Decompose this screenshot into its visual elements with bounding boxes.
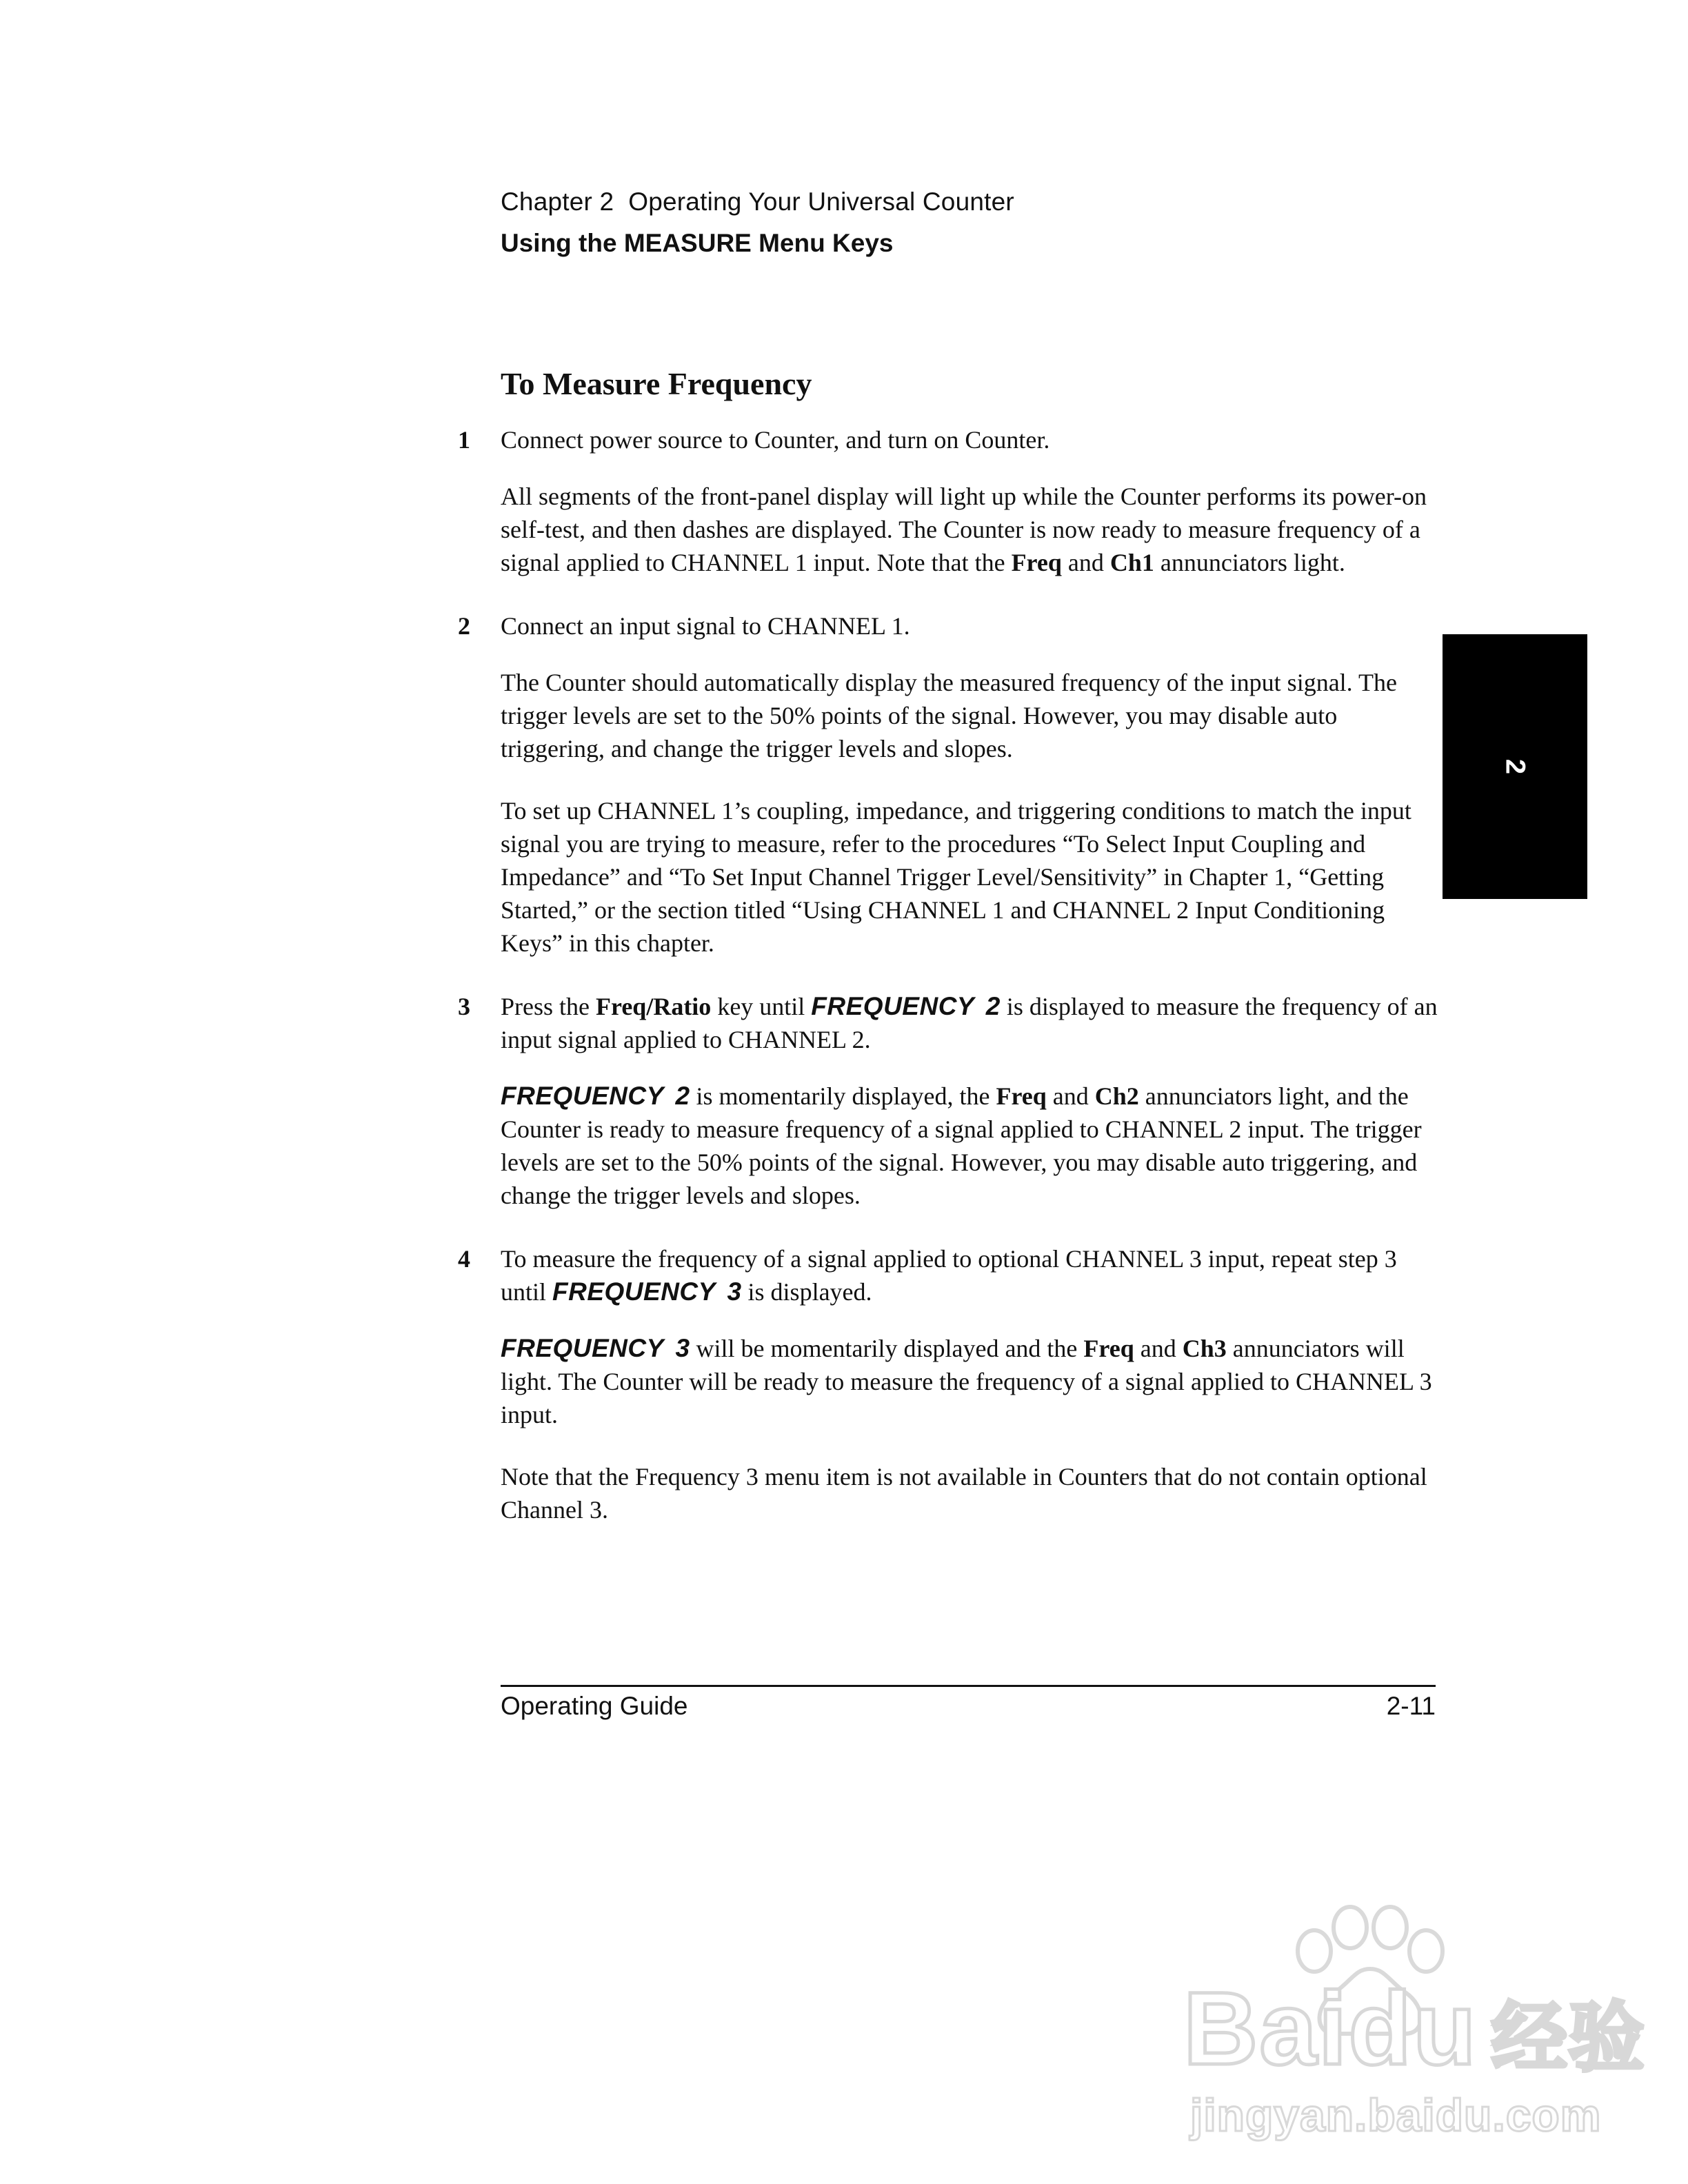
running-header-section: Using the MEASURE Menu Keys bbox=[501, 229, 894, 257]
footer-divider bbox=[501, 1685, 1436, 1687]
step-number: 2 bbox=[458, 612, 470, 640]
step-1-detail: All segments of the front-panel display will light up while the Counter performs its power-on self-test, and then dashes are displayed. The Counter is now ready to measure frequency of a signal applied to CHANNEL 1 input. Note that the Freq and Ch1 annunciators light. bbox=[501, 483, 1427, 576]
display-text: FREQUENCY 3 bbox=[501, 1334, 690, 1362]
step-2-detail-2: To set up CHANNEL 1’s coupling, impedance, and triggering conditions to match the input signal you are trying to measure, refer to the procedures “To Select Input Coupling and Impedance” and “To Set Input Channel Trigger Level/Sensitivity” in Chapter 1, “Getting Started,” or the section titled “Using CHANNEL 1 and CHANNEL 2 Input Conditioning Keys” in this chapter. bbox=[501, 797, 1411, 957]
step-instruction: Connect power source to Counter, and turn on Counter. bbox=[501, 426, 1050, 454]
chapter-tab-label: 2 bbox=[1500, 758, 1531, 775]
ch1-key-ref: Ch1 bbox=[1109, 549, 1154, 576]
freq-key-ref: Freq bbox=[1011, 549, 1062, 576]
ch3-key-ref: Ch3 bbox=[1182, 1335, 1227, 1362]
baidu-jingyan-watermark bbox=[1183, 1903, 1646, 2165]
page-number: 2-11 bbox=[1386, 1692, 1436, 1720]
step-instruction: To measure the frequency of a signal applied to optional CHANNEL 3 input, repeat step 3 until FREQUENCY 3 is displayed. bbox=[501, 1245, 1397, 1306]
step-number: 4 bbox=[458, 1245, 470, 1273]
ch2-key-ref: Ch2 bbox=[1094, 1082, 1139, 1110]
step-instruction: Connect an input signal to CHANNEL 1. bbox=[501, 612, 910, 640]
chapter-tab bbox=[1443, 634, 1587, 899]
footer-guide-name: Operating Guide bbox=[501, 1692, 688, 1720]
freq-ratio-key-ref: Freq/Ratio bbox=[596, 993, 712, 1020]
running-header-chapter: Chapter 2 Operating Your Universal Counter bbox=[501, 188, 1014, 216]
page-content bbox=[458, 365, 1440, 1526]
step-number: 3 bbox=[458, 993, 470, 1020]
watermark-brand: Baidu 经验 bbox=[1183, 1970, 1646, 2086]
step-3-detail: FREQUENCY 2 is momentarily displayed, the Freq and Ch2 annunciators light, and the Counter is ready to measure frequency of a signal applied to CHANNEL 2 input. The trigger levels are set to the 50% points of the signal. However, you may disable auto triggering, and change the trigger levels and slopes. bbox=[501, 1082, 1422, 1209]
display-text: FREQUENCY 3 bbox=[552, 1277, 742, 1306]
step-4-detail: FREQUENCY 3 will be momentarily displayed and the Freq and Ch3 annunciators will light. The Counter will be ready to measure the frequency of a signal applied to CHANNEL 3 input. bbox=[501, 1334, 1432, 1428]
freq-key-ref: Freq bbox=[1083, 1335, 1134, 1362]
step-number: 1 bbox=[458, 426, 470, 454]
freq-key-ref: Freq bbox=[996, 1082, 1047, 1110]
step-4 bbox=[458, 1242, 1440, 1308]
page-title: To Measure Frequency bbox=[501, 366, 812, 401]
step-4-detail-2: Note that the Frequency 3 menu item is not available in Counters that do not contain optional Channel 3. bbox=[501, 1463, 1427, 1524]
step-1 bbox=[458, 423, 1440, 456]
step-instruction: Press the Freq/Ratio key until FREQUENCY 2 is displayed to measure the frequency of an input signal applied to CHANNEL 2. bbox=[501, 992, 1438, 1053]
watermark-domain: jingyan.baidu.com bbox=[1190, 2090, 1602, 2141]
step-2-detail: The Counter should automatically display the measured frequency of the input signal. The trigger levels are set to the 50% points of the signal. However, you may disable auto triggering, and change the trigger levels and slopes. bbox=[501, 669, 1397, 762]
step-2 bbox=[458, 609, 1440, 643]
step-3 bbox=[458, 990, 1440, 1056]
display-text: FREQUENCY 2 bbox=[811, 992, 1001, 1020]
display-text: FREQUENCY 2 bbox=[501, 1082, 690, 1110]
